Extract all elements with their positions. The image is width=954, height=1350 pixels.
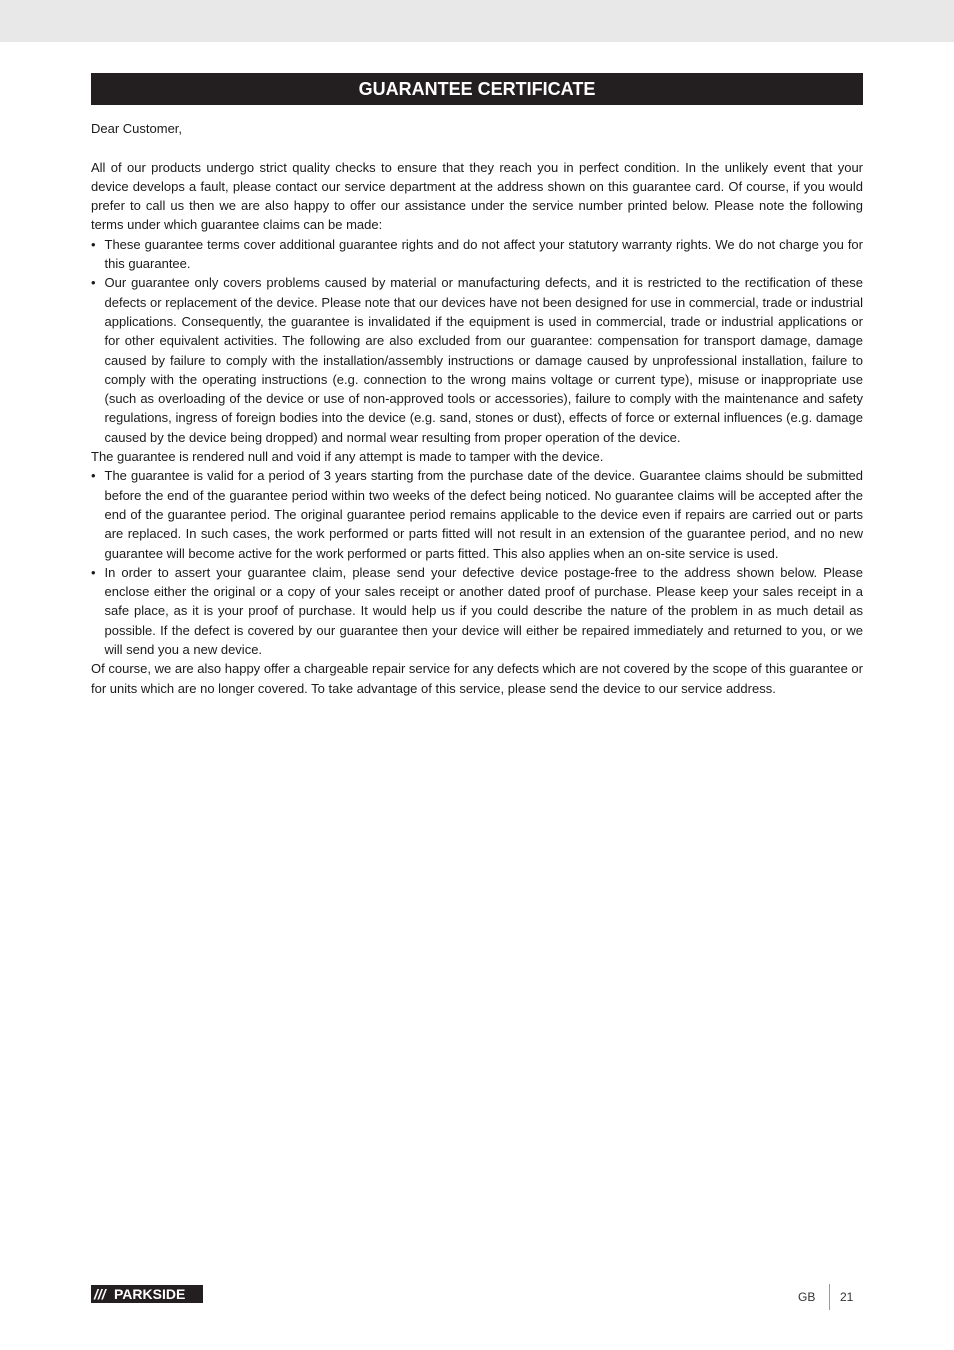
guarantee-text	[91, 119, 863, 698]
bullet-text-2: Our guarantee only covers problems caused by material or manufacturing defects, and it is restricted to the rectification of these defects or replacement of the device. Please note that our devices have not been designed for use in commercial, trade or industrial applications. Consequently, the guarantee is invalidated if the equipment is used in commercial, trade or industrial applications or for other equivalent activities. The following are also excluded from our guarantee: compensation for transport damage, damage caused by failure to comply with the installation/assembly instructions or damage caused by unprofessional installation, failure to comply with the operating instructions (e.g. connection to the wrong mains voltage or current type), misuse or inappropriate use (such as overloading of the device or use of non-approved tools or accessories), failure to comply with the maintenance and safety regulations, ingress of foreign bodies into the device (e.g. sand, stones or dust), effects of force or external influences (e.g. damage caused by the device being dropped) and normal wear resulting from proper operation of the device.	[104, 275, 863, 445]
list-item	[91, 563, 863, 659]
page-title: GUARANTEE CERTIFICATE	[91, 73, 863, 105]
language-code: GB	[798, 1290, 816, 1304]
list-item	[91, 235, 863, 274]
list-item	[91, 273, 863, 447]
bullet-text-1: These guarantee terms cover additional guarantee rights and do not affect your statutory warranty rights. We do not charge you for this guarantee.	[104, 236, 863, 272]
bullet-text-3: The guarantee is valid for a period of 3 years starting from the purchase date of the device. Guarantee claims should be submitted before the end of the guarantee period within two weeks of the defect being noticed. No guarantee claims will be accepted after the end of the guarantee period. The original guarantee period remains applicable to the device even if repairs are carried out or parts are replaced. In such cases, the work performed or parts fitted will not result in an extension of the guarantee period, and no new guarantee will become active for the work performed or parts fitted. This also applies when an on-site service is used.	[104, 468, 863, 561]
page-number: 21	[840, 1290, 854, 1304]
bullet-icon: •	[91, 275, 96, 291]
parkside-logo	[91, 1285, 203, 1303]
logo-wordmark: PARKSIDE	[114, 1286, 186, 1302]
closing-paragraph: Of course, we are also happy offer a chargeable repair service for any defects which are not covered by the scope of this guarantee or for units which are no longer covered. To take advantage of this service, please send the device to our service address.	[91, 661, 863, 696]
bullet-icon: •	[91, 236, 96, 252]
bullet-text-4: In order to assert your guarantee claim, please send your defective device postage-free to the address shown below. Please enclose either the original or a copy of your sales receipt or another dated proof of purchase. Please keep your sales receipt in a safe place, as it is your proof of purchase. It would help us if you could describe the nature of the problem in as much detail as possible. If the defect is covered by our guarantee then your device will either be repaired immediately and returned to you, or we will send you a new device.	[104, 564, 863, 658]
bullet-icon: •	[91, 468, 96, 484]
intro-paragraph: All of our products undergo strict quality checks to ensure that they reach you in perfect condition. In the unlikely event that your device develops a fault, please contact our service department at the address shown on this guarantee card. Of course, if you would prefer to call us then we are also happy to offer our assistance under the service number printed below. Please note the following terms under which guarantee claims can be made:	[91, 159, 863, 233]
greeting: Dear Customer,	[91, 121, 183, 136]
null-void-paragraph: The guarantee is rendered null and void if any attempt is made to tamper with the device.	[91, 449, 604, 465]
logo-stripes: ///	[94, 1286, 106, 1302]
list-item	[91, 466, 863, 562]
bullet-icon: •	[91, 564, 96, 580]
footer-divider	[829, 1284, 830, 1310]
top-band	[0, 0, 954, 42]
